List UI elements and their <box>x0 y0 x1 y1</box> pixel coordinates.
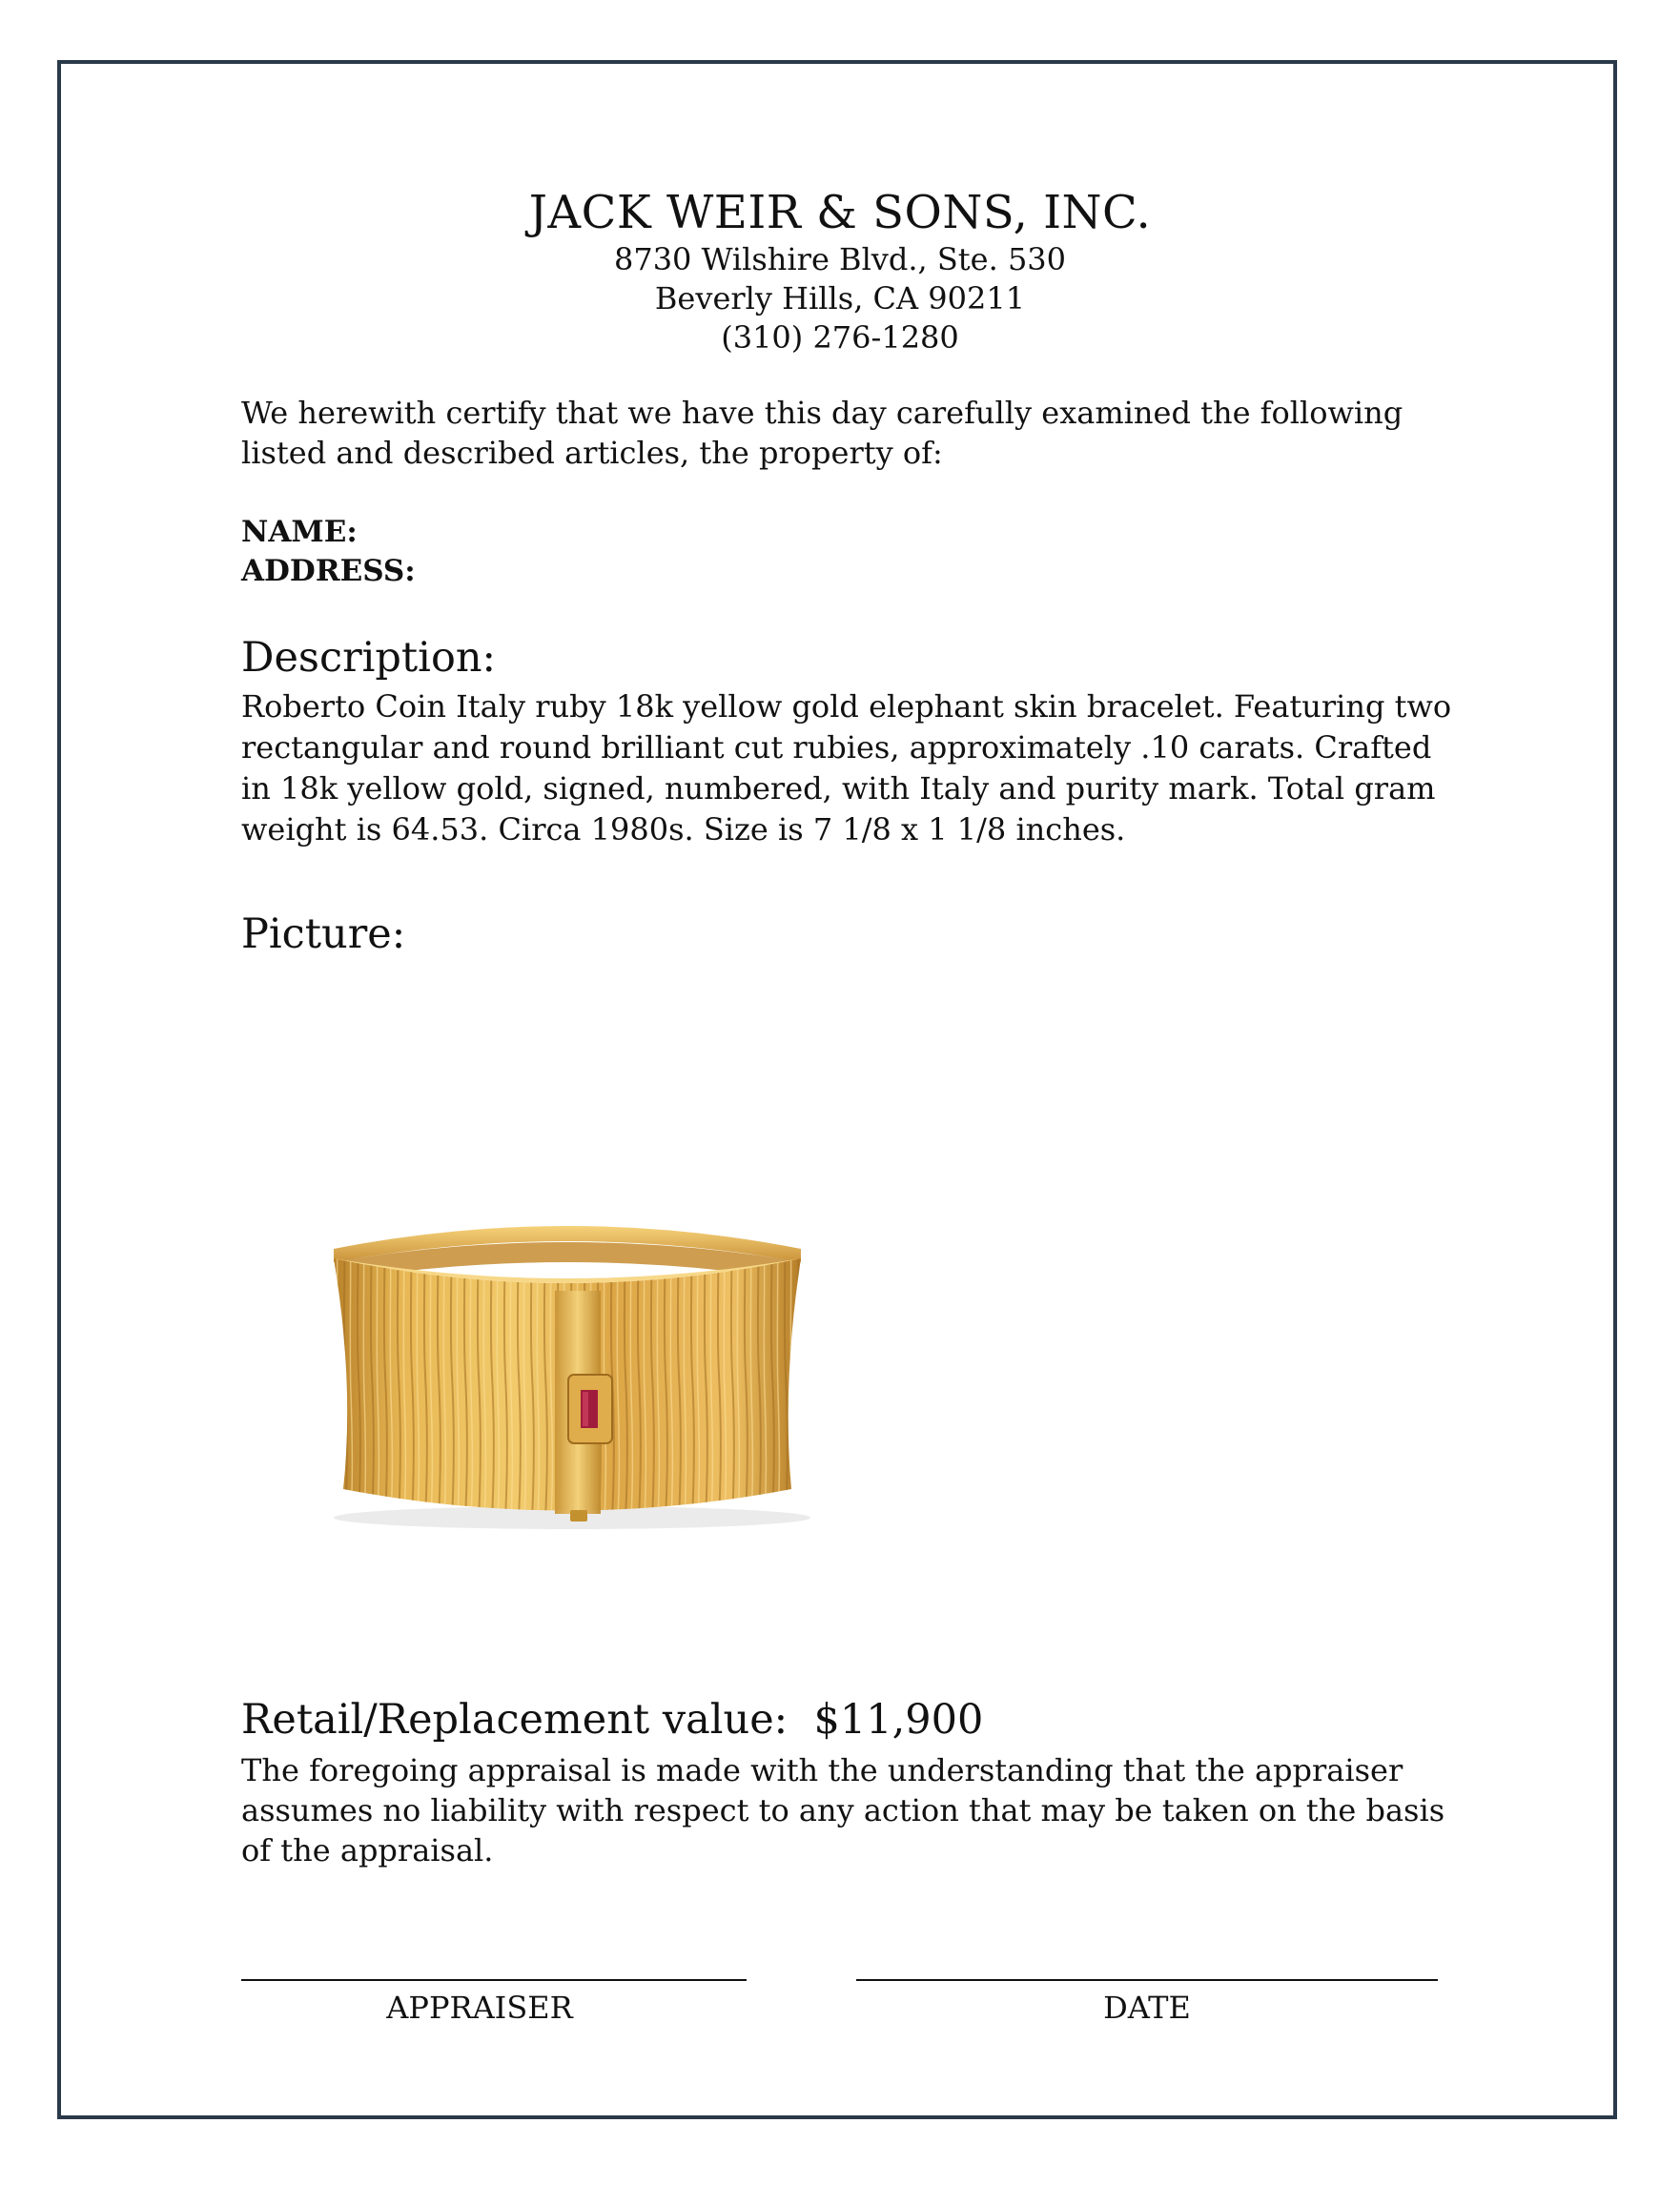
appraiser-label: APPRAISER <box>386 1990 573 2026</box>
disclaimer-text: The foregoing appraisal is made with the understanding that the appraiser assumes no liability with respect to any action that may be taken on the basis of the appraisal. <box>241 1752 1445 1868</box>
company-address-line1: 8730 Wilshire Blvd., Ste. 530 <box>613 241 1067 277</box>
address-label: ADDRESS: <box>241 554 416 588</box>
company-name: JACK WEIR & SONS, INC. <box>528 186 1152 239</box>
valuation-label: Retail/Replacement value: <box>241 1696 789 1744</box>
valuation-amount: $11,900 <box>813 1696 984 1744</box>
description-heading: Description: <box>241 634 497 682</box>
date-signature-line <box>856 1979 1438 1981</box>
company-phone: (310) 276-1280 <box>721 319 959 356</box>
valuation-line <box>241 1693 983 1746</box>
appraiser-signature-line <box>241 1979 747 1981</box>
picture-heading: Picture: <box>241 910 406 958</box>
bracelet-picture <box>315 1203 820 1541</box>
description-text: Roberto Coin Italy ruby 18k yellow gold elephant skin bracelet. Featuring two rectangular and round brilliant cut rubies, approximately .10 carats. Crafted in 18k yellow gold, signed, numbered, with Italy and purity mark. Total gram weight is 64.53. Circa 1980s. Size is 7 1/8 x 1 1/8 inches. <box>241 688 1452 847</box>
certification-intro: We herewith certify that we have this day carefully examined the following listed and described articles, the property of: <box>241 395 1403 471</box>
company-address-line2: Beverly Hills, CA 90211 <box>654 280 1026 317</box>
name-label: NAME: <box>241 515 358 549</box>
date-label: DATE <box>1103 1990 1191 2026</box>
